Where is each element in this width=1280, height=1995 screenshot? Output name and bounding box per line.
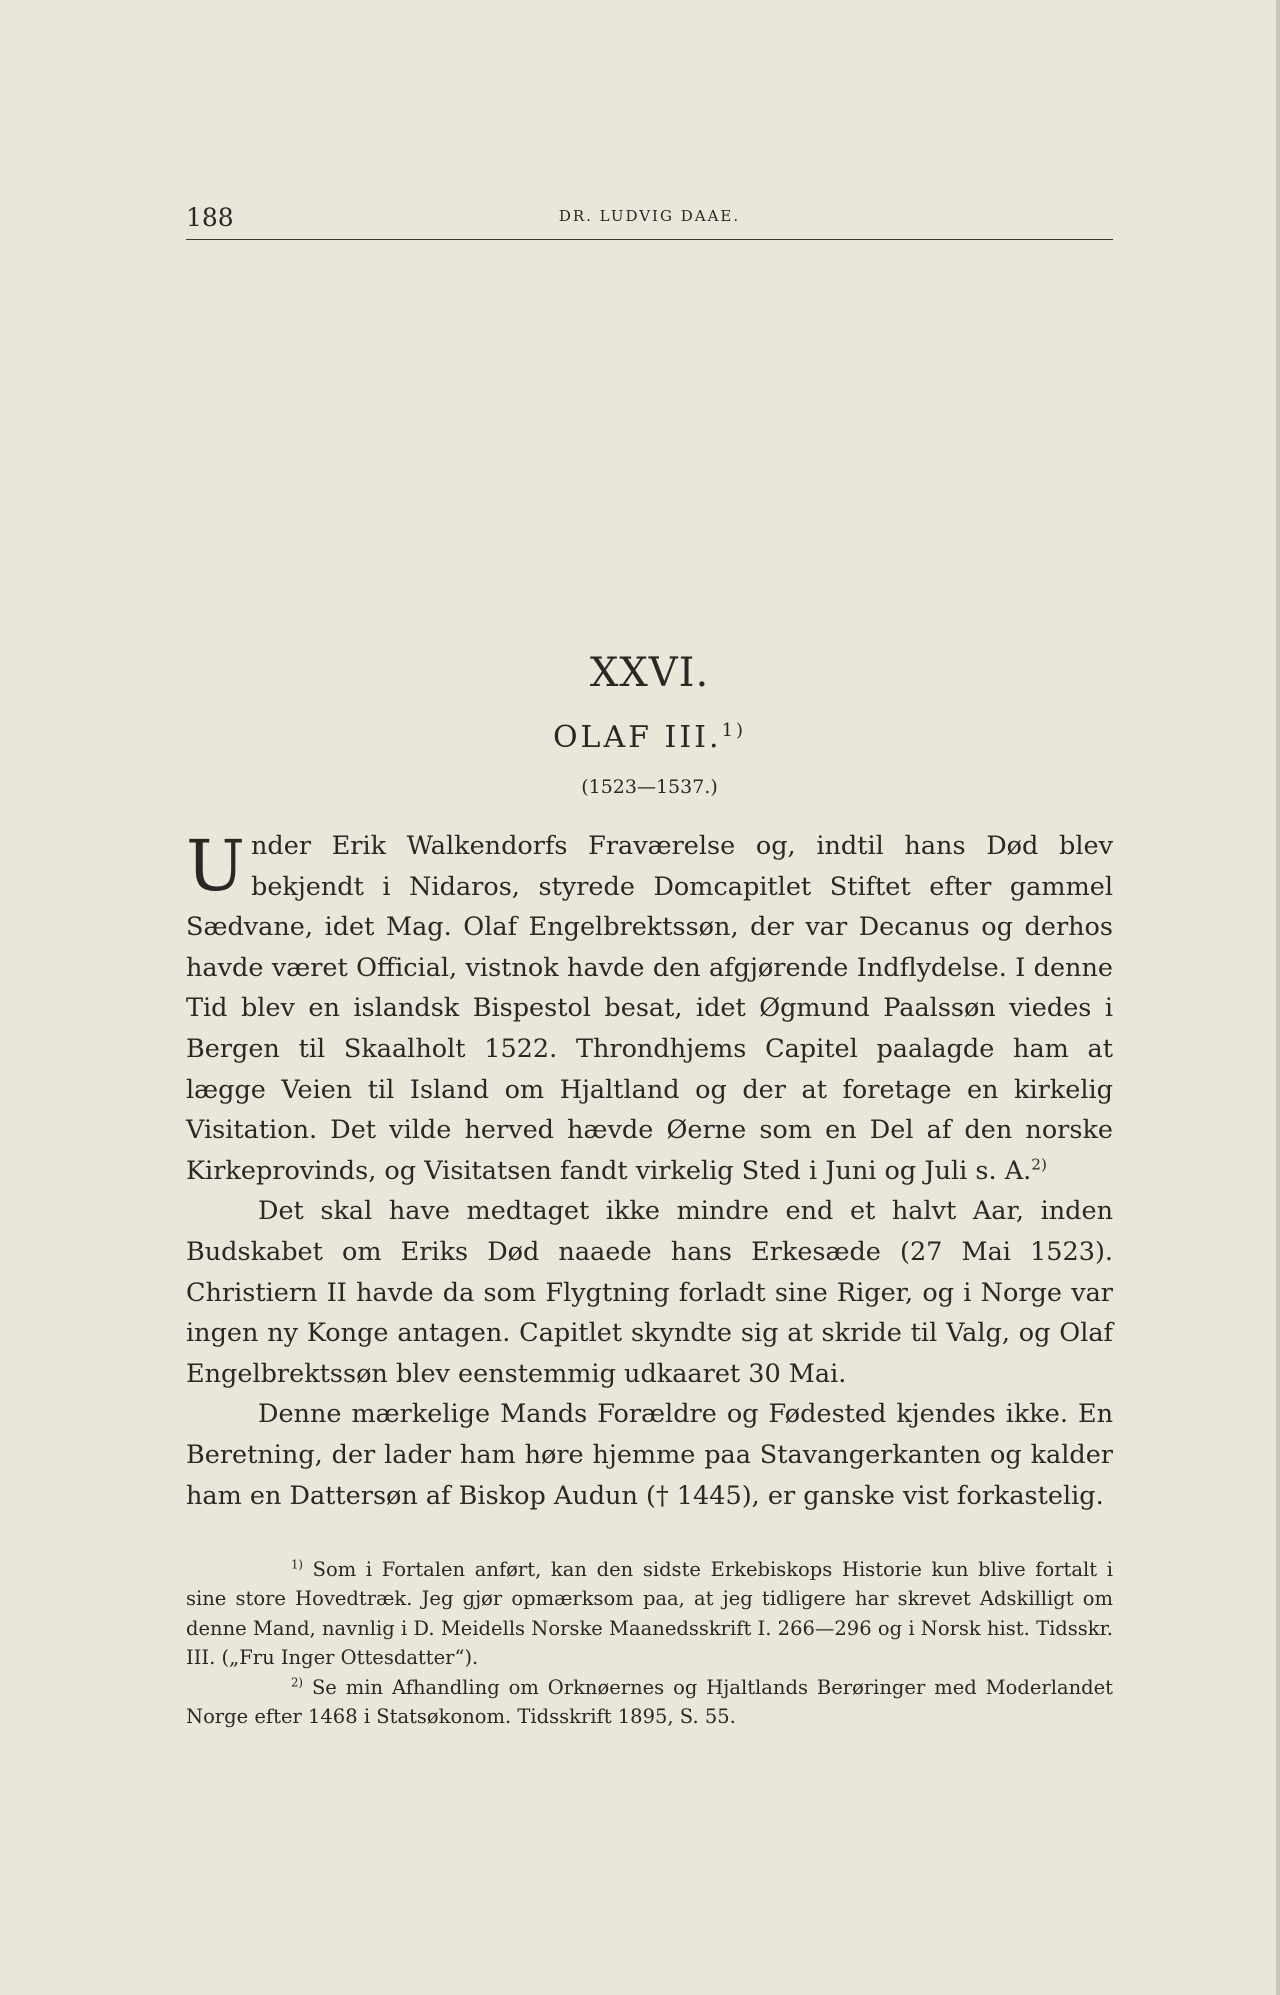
footnotes: [186, 1555, 1113, 1731]
footnote-2: [186, 1673, 1113, 1732]
chapter-years: (1523—1537.): [581, 776, 718, 798]
chapter-number: XXVI.: [589, 650, 710, 696]
body-text: [186, 826, 1113, 1516]
footnote-ref-1: 1): [721, 720, 747, 741]
paragraph-3: Denne mærkelige Mands Forældre og Fødested kjendes ikke. En Beretning, der lader ham høre hjemme paa Stavangerkanten og kalder ham en Dattersøn af Biskop Audun († 1445), er ganske vist forkastelig.: [186, 1399, 1113, 1511]
chapter-title: [186, 720, 1113, 755]
drop-cap: U: [186, 825, 245, 907]
paragraph-1: [186, 826, 1113, 1191]
ruler-name: OLAF III.: [552, 720, 722, 755]
paragraph-1-text: nder Erik Walkendorfs Fraværelse og, indtil hans Død blev bekjendt i Nidaros, styrede Domcapitlet Stiftet efter gammel Sædvane, idet Mag. Olaf Engelbrektssøn, der var Decanus og derhos havde været Official, vistnok havde den afgjørende Indflydelse. I denne Tid blev en islandsk Bispestol besat, idet Øgmund Paalssøn viedes i Bergen til Skaalholt 1522. Throndhjems Capitel paalagde ham at lægge Veien til Island om Hjaltland og der at foretage en kirkelig Visitation. Det vilde herved hævde Øerne som en Del af den norske Kirkeprovinds, og Visitatsen fandt virkelig Sted i Juni og Juli s. A.: [186, 831, 1113, 1186]
page-edge: [1276, 0, 1280, 1995]
running-head: DR. LUDVIG DAAE.: [558, 207, 741, 225]
page-header: [186, 203, 1113, 240]
page-number: 188: [186, 203, 234, 232]
footnote-2-marker: 2): [291, 1675, 303, 1690]
footnote-1: [186, 1555, 1113, 1673]
footnote-1-text: Som i Fortalen anført, kan den sidste Erkebiskops Historie kun blive fortalt i sine store Hovedtræk. Jeg gjør opmærksom paa, at jeg tidligere har skrevet Adskilligt om denne Mand, navnlig i D. Meidells Norske Maanedsskrift I. 266—296 og i Norsk hist. Tidsskr. III. („Fru Inger Ottesdatter“).: [186, 1558, 1113, 1670]
footnote-2-text: Se min Afhandling om Orknøernes og Hjaltlands Berøringer med Moderlandet Norge efter 1468 i Statsøkonom. Tidsskrift 1895, S. 55.: [186, 1675, 1113, 1729]
footnote-ref-2: 2): [1031, 1155, 1047, 1174]
paragraph-2: Det skal have medtaget ikke mindre end et halvt Aar, inden Budskabet om Eriks Død naaede hans Erkesæde (27 Mai 1523). Christiern II havde da som Flygtning forladt sine Riger, og i Norge var ingen ny Konge antagen. Capitlet skyndte sig at skride til Valg, og Olaf Engelbrektssøn blev eenstemmig udkaaret 30 Mai.: [186, 1196, 1113, 1389]
footnote-1-marker: 1): [291, 1557, 303, 1572]
